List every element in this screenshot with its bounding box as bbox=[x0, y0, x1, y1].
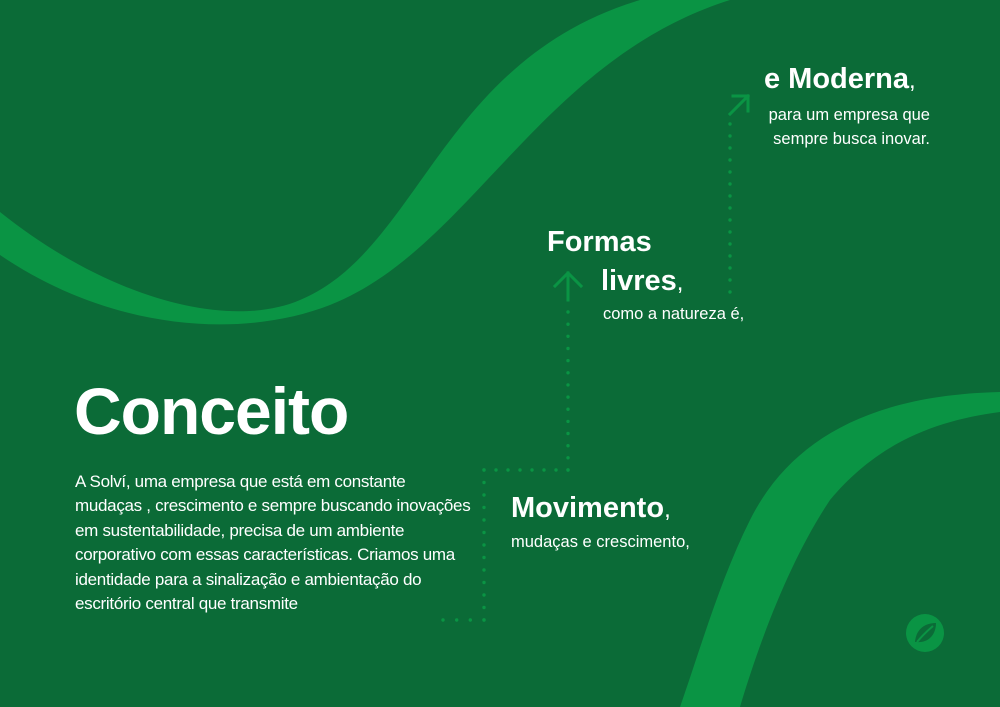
connector-dot bbox=[482, 581, 485, 584]
connector-dot bbox=[469, 618, 472, 621]
moderna-sub-line1: para um empresa que bbox=[768, 106, 930, 124]
moderna-heading bbox=[764, 65, 916, 94]
connector-dot bbox=[728, 290, 731, 293]
connector-dot bbox=[728, 206, 731, 209]
connector-dot bbox=[566, 347, 569, 350]
connector-dot bbox=[566, 420, 569, 423]
connector-dot bbox=[455, 618, 458, 621]
connector-dot bbox=[566, 408, 569, 411]
connector-dot bbox=[728, 182, 731, 185]
connector-dot bbox=[482, 593, 485, 596]
connector-dot bbox=[542, 468, 545, 471]
connector-dot bbox=[482, 506, 485, 509]
connector-dot bbox=[566, 383, 569, 386]
connector-dot bbox=[728, 170, 731, 173]
formas-heading: Formas bbox=[547, 226, 652, 258]
connector-dot bbox=[728, 230, 731, 233]
connector-dot bbox=[566, 468, 569, 471]
connector-dot bbox=[566, 335, 569, 338]
connector-dot bbox=[482, 531, 485, 534]
connector-dot bbox=[728, 158, 731, 161]
arrow-up-icon bbox=[555, 273, 581, 300]
connector-dot bbox=[482, 481, 485, 484]
connector-dot bbox=[494, 468, 497, 471]
connector-dot bbox=[482, 556, 485, 559]
connector-dot bbox=[482, 606, 485, 609]
moderna-heading-text: e Moderna bbox=[764, 63, 910, 95]
moderna-subtext bbox=[710, 103, 930, 151]
connector-dot bbox=[482, 493, 485, 496]
connector-dot bbox=[728, 218, 731, 221]
connector-dot bbox=[566, 323, 569, 326]
movimento-heading-text: Movimento bbox=[511, 492, 665, 524]
movimento-heading bbox=[511, 494, 671, 523]
connector-dot bbox=[728, 266, 731, 269]
movimento-subtext: mudaças e crescimento, bbox=[511, 533, 690, 551]
livres-heading bbox=[601, 267, 683, 296]
livres-comma: , bbox=[676, 269, 684, 296]
connector-dot bbox=[554, 468, 557, 471]
connector-dot bbox=[566, 310, 569, 313]
connector-dot bbox=[441, 618, 444, 621]
connector-dot bbox=[518, 468, 521, 471]
page-title: Conceito bbox=[74, 374, 349, 448]
connector-dot bbox=[482, 518, 485, 521]
moderna-sub-line2: sempre busca inovar. bbox=[773, 130, 930, 148]
connector-dot bbox=[482, 568, 485, 571]
leaf-logo-icon bbox=[906, 614, 944, 652]
connector-dot bbox=[566, 359, 569, 362]
connector-dot bbox=[566, 371, 569, 374]
moderna-comma: , bbox=[909, 67, 916, 94]
connector-dot bbox=[728, 254, 731, 257]
connector-dot bbox=[506, 468, 509, 471]
connector-dot bbox=[728, 278, 731, 281]
connector-dot bbox=[728, 242, 731, 245]
connector-dot bbox=[482, 468, 485, 471]
formas-subtext: como a natureza é, bbox=[603, 305, 745, 323]
connector-dot bbox=[566, 456, 569, 459]
connector-dot bbox=[482, 618, 485, 621]
connector-dot bbox=[530, 468, 533, 471]
connector-dot bbox=[482, 543, 485, 546]
movimento-comma: , bbox=[664, 496, 671, 523]
connector-dot bbox=[566, 395, 569, 398]
livres-heading-text: livres bbox=[601, 265, 677, 297]
connector-dot bbox=[566, 432, 569, 435]
bottom-ribbon bbox=[680, 392, 1000, 707]
connector-dot bbox=[566, 444, 569, 447]
connector-dot bbox=[728, 194, 731, 197]
concept-description: A Solví, uma empresa que está em constante mudaças , crescimento e sempre buscando inovações em sustentabilidade, precisa de um ambiente corporativo com essas características. Criamos uma identidade para a sinalização e ambientação do escritório central que transmite bbox=[75, 472, 471, 614]
